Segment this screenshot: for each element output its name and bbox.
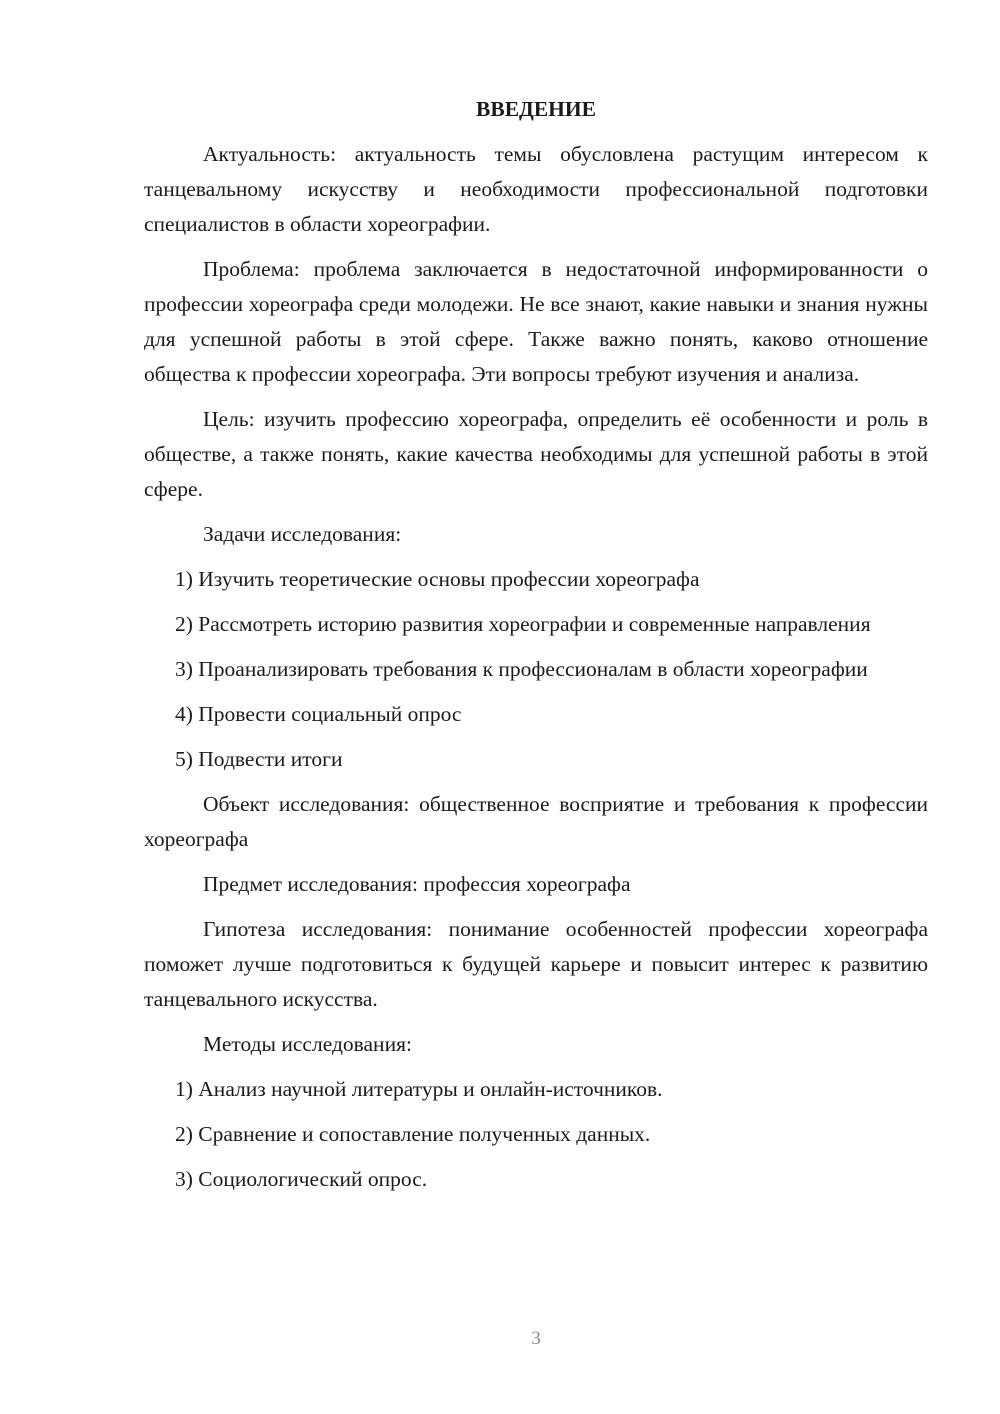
document-title: ВВЕДЕНИЕ xyxy=(476,97,596,121)
task-item: 5) Подвести итоги xyxy=(175,747,343,771)
subject-paragraph: Предмет исследования: профессия хореографа xyxy=(203,872,631,896)
method-item: 2) Сравнение и сопоставление полученных данных. xyxy=(175,1122,651,1146)
task-item: 2) Рассмотреть историю развития хореографии и современные направления xyxy=(175,612,871,636)
task-item: 3) Проанализировать требования к профессионалам в области хореографии xyxy=(175,657,868,681)
method-item: 1) Анализ научной литературы и онлайн-источников. xyxy=(175,1077,663,1101)
goal-paragraph: Цель: изучить профессию хореографа, определить её особенности и роль в обществе, а также понять, какие качества необходимы для успешной работы в этой сфере. xyxy=(144,407,928,501)
hypothesis-paragraph: Гипотеза исследования: понимание особенностей профессии хореографа поможет лучше подготовиться к будущей карьере и повысит интерес к развитию танцевального искусства. xyxy=(144,917,928,1011)
document-page xyxy=(144,92,928,1207)
method-item: 3) Социологический опрос. xyxy=(175,1167,428,1191)
object-paragraph: Объект исследования: общественное восприятие и требования к профессии хореографа xyxy=(144,792,928,851)
problem-paragraph: Проблема: проблема заключается в недостаточной информированности о профессии хореографа среди молодежи. Не все знают, какие навыки и знания нужны для успешной работы в этой сфере. Также важно понять, каково отношение общества к профессии хореографа. Эти вопросы требуют изучения и анализа. xyxy=(144,257,928,386)
relevance-paragraph: Актуальность: актуальность темы обусловлена растущим интересом к танцевальному искусству и необходимости профессиональной подготовки специалистов в области хореографии. xyxy=(144,142,928,236)
methods-heading: Методы исследования: xyxy=(203,1032,412,1056)
task-item: 4) Провести социальный опрос xyxy=(175,702,462,726)
page-number: 3 xyxy=(531,1328,541,1349)
task-item: 1) Изучить теоретические основы профессии хореографа xyxy=(175,567,700,591)
tasks-heading: Задачи исследования: xyxy=(203,522,402,546)
